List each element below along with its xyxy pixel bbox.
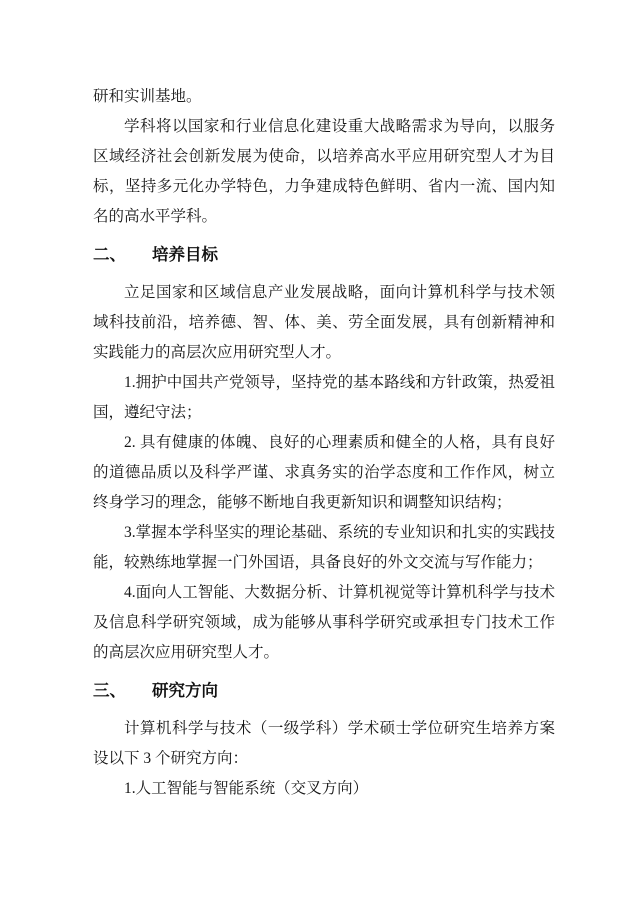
- paragraph-objectives-intro: 立足国家和区域信息产业发展战略，面向计算机科学与技术领域科技前沿，培养德、智、体、美、劳全面发展，具有创新精神和实践能力的高层次应用研究型人才。: [93, 284, 555, 361]
- paragraph-objective-1: 1.拥护中国共产党领导，坚持党的基本路线和方针政策，热爱祖国，遵纪守法；: [93, 374, 555, 421]
- paragraph-objective-4: 4.面向人工智能、大数据分析、计算机视觉等计算机科学与技术及信息科学研究领域，成为能够从事科学研究或承担专门技术工作的高层次应用研究型人才。: [93, 584, 555, 661]
- paragraph-discipline-vision: 学科将以国家和行业信息化建设重大战略需求为导向，以服务区域经济社会创新发展为使命，以培养高水平应用研究型人才为目标，坚持多元化办学特色，力争建成特色鲜明、省内一流、国内知名的高水平学科。: [93, 118, 555, 225]
- section-number: 二、: [93, 246, 126, 264]
- document-body: [93, 82, 555, 804]
- paragraph-objective-3: 3.掌握本学科坚实的理论基础、系统的专业知识和扎实的实践技能，较熟练地掌握一门外国语，具备良好的外文交流与写作能力；: [93, 524, 555, 571]
- paragraph-objective-2: 2. 具有健康的体魄、良好的心理素质和健全的人格，具有良好的道德品质以及科学严谨、求真务实的治学态度和工作作风，树立终身学习的理念，能够不断地自我更新知识和调整知识结构；: [93, 434, 555, 511]
- section-title: 研究方向: [152, 682, 218, 700]
- section-title: 培养目标: [152, 246, 218, 264]
- paragraph-direction-1: 1.人工智能与智能系统（交叉方向）: [124, 780, 369, 797]
- paragraph-continued-bases: 研和实训基地。: [93, 88, 202, 105]
- paragraph-directions-intro: 计算机科学与技术（一级学科）学术硕士学位研究生培养方案设以下 3 个研究方向：: [93, 720, 555, 767]
- section-heading-training-objectives: [93, 240, 555, 270]
- section-heading-research-directions: [93, 676, 555, 706]
- section-number: 三、: [93, 682, 126, 700]
